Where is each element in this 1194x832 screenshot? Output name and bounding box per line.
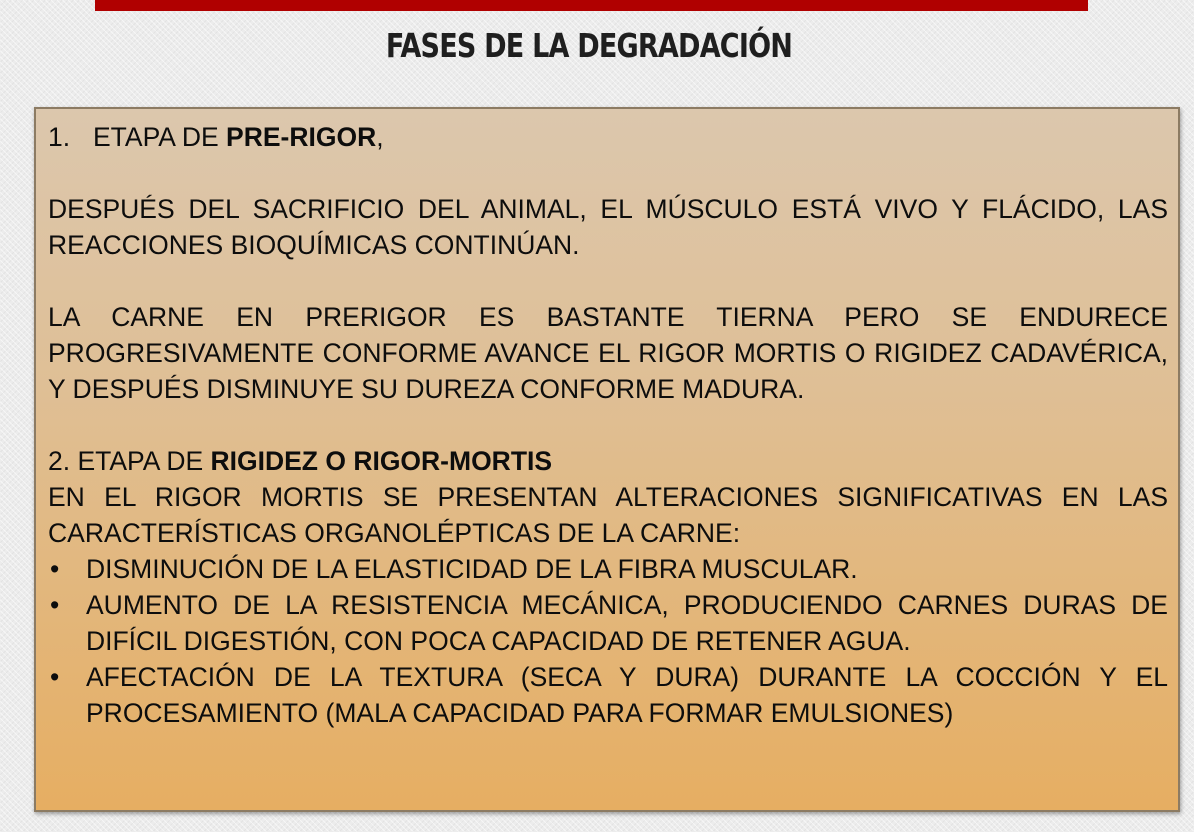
spacer (48, 263, 1168, 299)
slide-title: FASES DE LA DEGRADACIÓN (385, 26, 793, 65)
content-box (34, 107, 1180, 812)
paragraph-post-slaughter: DESPUÉS DEL SACRIFICIO DEL ANIMAL, EL MÚSCULO ESTÁ VIVO Y FLÁCIDO, LAS REACCIONES BIOQUÍMICAS CONTINÚAN. (48, 194, 1168, 260)
stage-1-text (93, 119, 384, 155)
list-item-text: AUMENTO DE LA RESISTENCIA MECÁNICA, PRODUCIENDO CARNES DURAS DE DIFÍCIL DIGESTIÓN, CON POCA CAPACIDAD DE RETENER AGUA. (86, 590, 1168, 656)
stage-2-name: RIGIDEZ O RIGOR-MORTIS (210, 446, 553, 476)
paragraph-rigor-mortis: EN EL RIGOR MORTIS SE PRESENTAN ALTERACIONES SIGNIFICATIVAS EN LAS CARACTERÍSTICAS ORGANOLÉPTICAS DE LA CARNE: (48, 482, 1168, 548)
top-accent-bar (95, 0, 1088, 11)
list-item-text: DISMINUCIÓN DE LA ELASTICIDAD DE LA FIBRA MUSCULAR. (86, 554, 858, 584)
paragraph-prerigor-meat: LA CARNE EN PRERIGOR ES BASTANTE TIERNA PERO SE ENDURECE PROGRESIVAMENTE CONFORME AVANCE EL RIGOR MORTIS O RIGIDEZ CADAVÉRICA, Y DESPUÉS DISMINUYE SU DUREZA CONFORME MADURA. (48, 302, 1168, 404)
list-item (48, 587, 1168, 659)
bullet-list (48, 551, 1168, 731)
spacer (48, 407, 1168, 443)
stage-2-heading (48, 443, 1168, 479)
bullet-icon: • (50, 662, 60, 692)
stage-1-suffix: , (376, 122, 384, 152)
bullet-icon: • (50, 590, 60, 620)
list-item (48, 551, 1168, 587)
stage-1-heading (48, 119, 1168, 155)
stage-2-prefix: 2. ETAPA DE (48, 446, 211, 476)
stage-1-prefix: ETAPA DE (93, 122, 227, 152)
bullet-icon: • (50, 554, 60, 584)
list-item (48, 659, 1168, 731)
stage-1-name: PRE-RIGOR (226, 122, 377, 152)
spacer (48, 155, 1168, 191)
list-item-text: AFECTACIÓN DE LA TEXTURA (SECA Y DURA) DURANTE LA COCCIÓN Y EL PROCESAMIENTO (MALA CAPACIDAD PARA FORMAR EMULSIONES) (86, 662, 1168, 728)
stage-1-number: 1. (48, 122, 71, 152)
